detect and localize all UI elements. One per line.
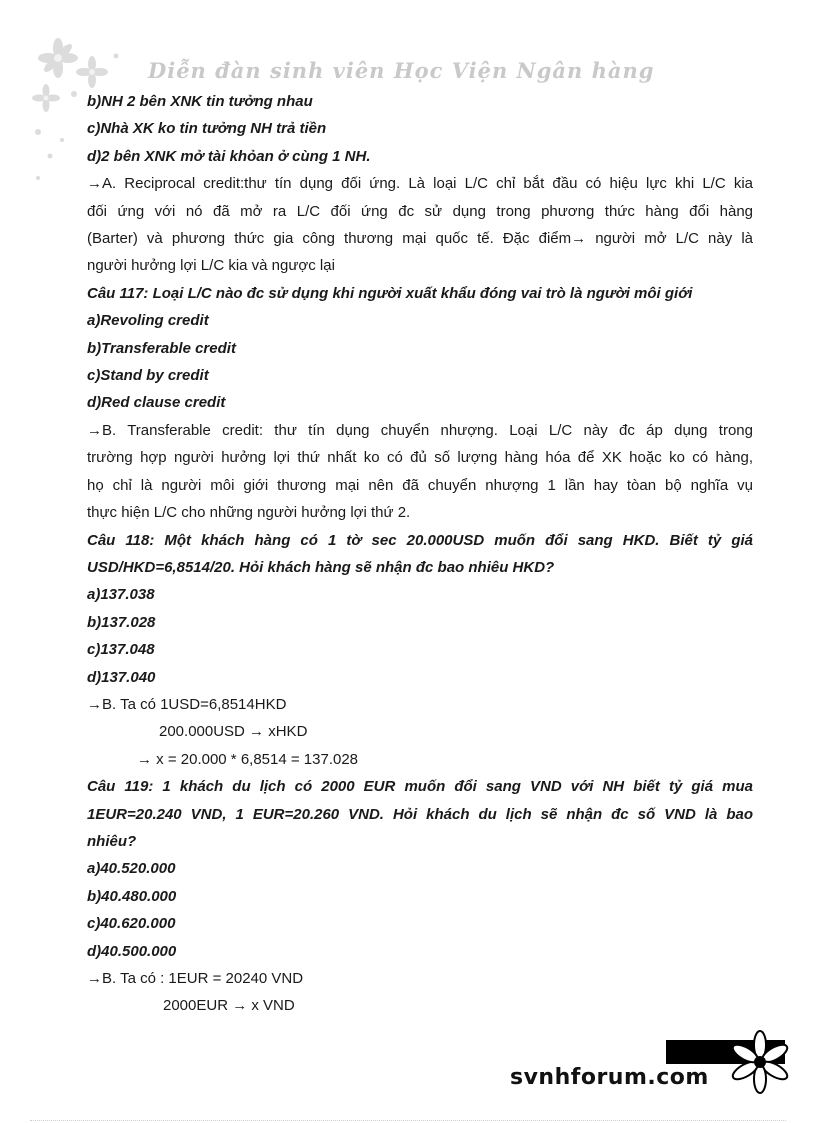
answer-line: → x = 20.000 * 6,8514 = 137.028 (137, 750, 359, 768)
answer-line: →B. Ta có : 1EUR = 20240 VND (87, 970, 304, 987)
answer-line: →B. Ta có 1USD=6,8514HKD (87, 695, 287, 713)
question-line: a)40.520.000 (87, 860, 176, 878)
answer-line: thực hiện L/C cho những người hưởng lợi thứ 2. (87, 504, 411, 522)
question-line: c)40.620.000 (87, 915, 176, 933)
question-line: b)Transferable credit (87, 339, 236, 357)
question-line: Câu 119: 1 khách du lịch có 2000 EUR muốn đổi sang VND với NH biết tỷ giá mua (87, 778, 753, 796)
flower-logo-icon (728, 1030, 792, 1094)
answer-line: trường hợp người hưởng lợi thứ nhất ko có đủ số lượng hàng hóa để XK hoặc ko có hàng, (87, 449, 753, 467)
forum-watermark-title: Diễn đàn sinh viên Học Viện Ngân hàng (148, 58, 655, 83)
question-line: c)Stand by credit (87, 367, 209, 385)
answer-line: 2000EUR → x VND (163, 997, 295, 1015)
question-line: a)137.038 (87, 586, 155, 604)
page-bottom-rule (30, 1120, 786, 1121)
answer-line: →A. Reciprocal credit:thư tín dụng đối ứng. Là loại L/C chỉ bắt đầu có hiệu lực khi L/C kia (87, 175, 753, 193)
question-line: b)40.480.000 (87, 887, 177, 905)
question-line: a)Revoling credit (87, 312, 209, 330)
answer-line: họ chỉ là người môi giới thương mại nên đã chuyển nhượng 1 lần hay tòan bộ nghĩa vụ (87, 476, 753, 494)
question-line: d)137.040 (87, 668, 156, 686)
question-line: Câu 118: Một khách hàng có 1 tờ sec 20.000USD muốn đổi sang HKD. Biết tỷ giá (87, 531, 753, 549)
question-line: d)2 bên XNK mở tài khỏan ở cùng 1 NH. (87, 147, 371, 165)
answer-line: người hưởng lợi L/C kia và ngược lại (87, 257, 335, 275)
question-line: USD/HKD=6,8514/20. Hỏi khách hàng sẽ nhận đc bao nhiêu HKD? (87, 558, 555, 576)
question-line: b)NH 2 bên XNK tin tưởng nhau (87, 93, 313, 110)
question-line: d)40.500.000 (87, 942, 177, 960)
question-line: 1EUR=20.240 VND, 1 EUR=20.260 VND. Hỏi khách du lịch sẽ nhận đc số VND là bao (87, 805, 753, 823)
answer-line: (Barter) và phương thức gia công thương mại quốc tế. Đặc điểm→ người mở L/C này là (87, 230, 753, 248)
question-line: Câu 117: Loại L/C nào đc sử dụng khi người xuất khẩu đóng vai trò là người môi giới (87, 284, 693, 302)
question-line: c)137.048 (87, 641, 155, 659)
question-line: c)Nhà XK ko tin tưởng NH trả tiền (87, 120, 327, 138)
answer-line: →B. Transferable credit: thư tín dụng chuyển nhượng. Loại L/C này đc áp dụng trong (87, 421, 753, 439)
document-body (87, 88, 753, 1020)
answer-line: đối ứng với nó đã mở ra L/C đối ứng đc sử dụng trong phương thức hàng đổi hàng (87, 202, 753, 220)
question-line: b)137.028 (87, 613, 156, 631)
answer-line: 200.000USD → xHKD (159, 723, 308, 741)
question-line: d)Red clause credit (87, 394, 226, 412)
question-line: nhiêu? (87, 832, 137, 850)
footer-site-name: svnhforum.com (510, 1065, 709, 1090)
